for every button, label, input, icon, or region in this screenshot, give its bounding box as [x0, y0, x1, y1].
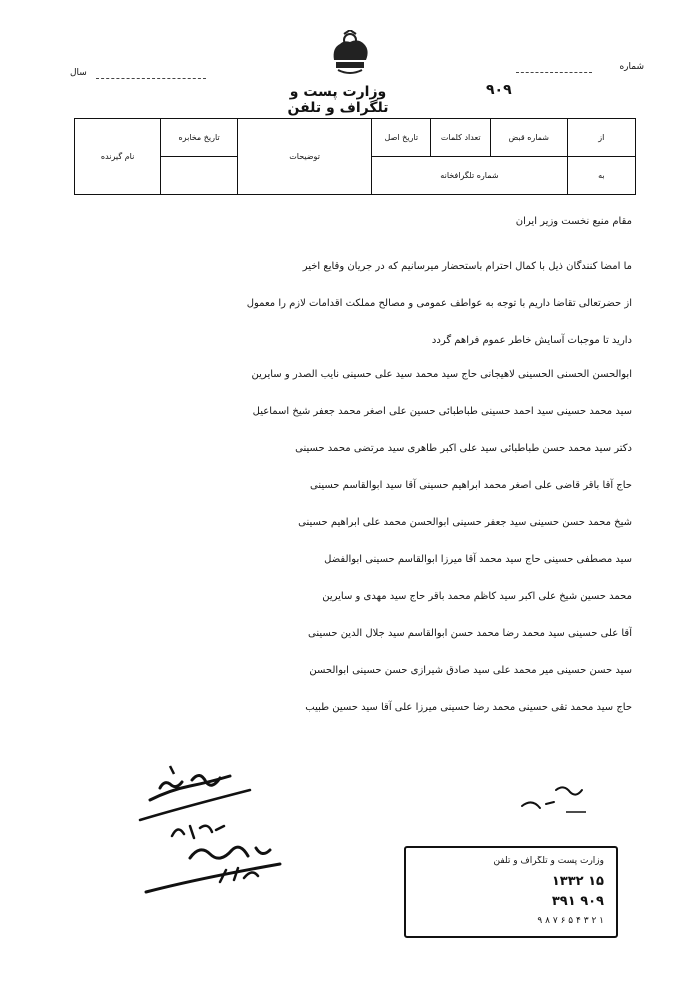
- year-rule: [96, 78, 206, 79]
- signatories-line: ابوالحسن الحسنی الحسینی لاهیجانی حاج سید محمد سید علی حسینی نایب الصدر و سایرین: [251, 369, 632, 380]
- intro-line: ما امضا کنندگان ذیل با کمال احترام باستحضار میرسانیم که در جریان وقایع اخیر: [302, 261, 632, 272]
- stamp-line: ۱۵ ۱۳۳۲: [551, 874, 604, 889]
- signatories-line: شیخ محمد حسن حسینی سید جعفر حسینی ابوالحسن محمد علی ابراهیم حسینی: [298, 517, 632, 528]
- stamp-line: وزارت پست و تلگراف و تلفن: [493, 856, 604, 866]
- form-cell-transmission-date: تاریخ مخابره: [161, 119, 238, 157]
- intro-paragraph: [84, 248, 632, 359]
- form-cell-receipt-number: شماره قبض: [490, 119, 567, 157]
- signatories-line: دکتر سید محمد حسن طباطبائی سید علی اکبر طاهری سید مرتضی محمد حسینی: [295, 443, 632, 454]
- reference-number: ۹۰۹: [486, 82, 512, 98]
- salutation: مقام منیع نخست وزیر ایران: [515, 216, 632, 227]
- telegram-form-table: [74, 118, 636, 195]
- signatories-line: آقا علی حسینی سید محمد رضا محمد حسن ابوالقاسم سید جلال الدین حسینی: [308, 628, 632, 639]
- signatories-line: سید محمد حسینی سید احمد حسینی طباطبائی حسین علی اصغر محمد جعفر شیخ اسماعیل: [252, 406, 632, 417]
- signatories-line: سید مصطفی حسینی حاج سید محمد آقا میرزا ابوالقاسم حسینی ابوالفضل: [324, 554, 632, 565]
- number-rule: [516, 72, 592, 73]
- form-cell-to: به: [567, 157, 635, 195]
- signatories-line: حاج سید محمد تقی حسینی محمد رضا حسینی میرزا علی آقا سید حسین طبیب: [305, 702, 632, 713]
- form-cell-origin-date: تاریخ اصل: [372, 119, 431, 157]
- form-cell-remarks: توضیحات: [237, 119, 371, 195]
- number-label: شماره: [619, 62, 644, 72]
- intro-line: از حضرتعالی تقاضا داریم با توجه به عواطف عمومی و مصالح مملکت اقدامات لازم را معمول: [246, 298, 632, 309]
- signatories-line: محمد حسین شیخ علی اکبر سید کاظم محمد باقر حاج سید مهدی و سایرین: [322, 591, 632, 602]
- form-cell-blank: [161, 157, 238, 195]
- stamp-line: ۱ ۲ ۳ ۴ ۵ ۶ ۷ ۸ ۹: [537, 916, 604, 926]
- stamp-line: ۹۰۹ ۳۹۱: [551, 894, 604, 909]
- signatories-paragraph: [84, 356, 632, 726]
- intro-line: دارید تا موجبات آسایش خاطر عموم فراهم گردد: [431, 335, 632, 346]
- form-cell-word-count: تعداد کلمات: [431, 119, 491, 157]
- form-cell-recipient-name: نام گیرنده: [75, 119, 161, 195]
- year-label: سال: [70, 68, 87, 78]
- signatories-line: سید حسن حسینی میر محمد علی سید صادق شیرازی حسن حسینی ابوالحسن: [309, 665, 632, 676]
- signatories-line: حاج آقا باقر قاضی علی اصغر محمد ابراهیم حسینی آقا سید ابوالقاسم حسینی: [310, 480, 632, 491]
- form-cell-from: از: [567, 119, 635, 157]
- office-receipt-stamp: [404, 846, 618, 938]
- lion-and-sun-emblem-icon: [328, 30, 372, 76]
- ministry-title: وزارت پست و تلگراف و تلفن: [287, 84, 389, 116]
- handwritten-signature-2: [140, 838, 300, 898]
- form-cell-telegraph-office: شماره تلگرافخانه: [372, 157, 567, 195]
- handwritten-registration-note: [516, 782, 596, 822]
